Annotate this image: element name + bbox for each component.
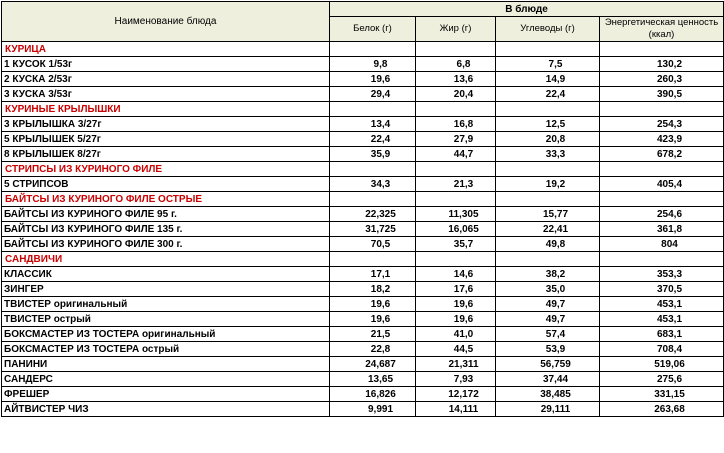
dish-name: КЛАССИК bbox=[2, 267, 330, 282]
empty-cell bbox=[496, 162, 600, 177]
fat-value: 13,6 bbox=[416, 72, 496, 87]
table-row bbox=[2, 237, 724, 252]
table-row bbox=[2, 372, 724, 387]
empty-cell bbox=[496, 192, 600, 207]
energy-value: 263,68 bbox=[600, 402, 724, 417]
empty-cell bbox=[496, 42, 600, 57]
protein-value: 9,991 bbox=[330, 402, 416, 417]
fat-value: 21,3 bbox=[416, 177, 496, 192]
empty-cell bbox=[416, 102, 496, 117]
fat-value: 35,7 bbox=[416, 237, 496, 252]
energy-value: 353,3 bbox=[600, 267, 724, 282]
carbs-value: 12,5 bbox=[496, 117, 600, 132]
energy-value: 453,1 bbox=[600, 297, 724, 312]
protein-value: 35,9 bbox=[330, 147, 416, 162]
table-row bbox=[2, 327, 724, 342]
fat-value: 20,4 bbox=[416, 87, 496, 102]
energy-value: 275,6 bbox=[600, 372, 724, 387]
table-row bbox=[2, 147, 724, 162]
carbs-value: 49,7 bbox=[496, 312, 600, 327]
dish-name: 5 СТРИПСОВ bbox=[2, 177, 330, 192]
carbs-value: 33,3 bbox=[496, 147, 600, 162]
carbs-value: 14,9 bbox=[496, 72, 600, 87]
fat-value: 11,305 bbox=[416, 207, 496, 222]
carbs-value: 53,9 bbox=[496, 342, 600, 357]
fat-value: 7,93 bbox=[416, 372, 496, 387]
protein-value: 24,687 bbox=[330, 357, 416, 372]
energy-value: 361,8 bbox=[600, 222, 724, 237]
empty-cell bbox=[330, 192, 416, 207]
fat-value: 41,0 bbox=[416, 327, 496, 342]
dish-name: 2 КУСКА 2/53г bbox=[2, 72, 330, 87]
dish-name: ТВИСТЕР острый bbox=[2, 312, 330, 327]
category-title: КУРИНЫЕ КРЫЛЫШКИ bbox=[2, 102, 330, 117]
energy-value: 370,5 bbox=[600, 282, 724, 297]
carbs-value: 15,77 bbox=[496, 207, 600, 222]
fat-value: 14,6 bbox=[416, 267, 496, 282]
dish-name: ПАНИНИ bbox=[2, 357, 330, 372]
energy-value: 260,3 bbox=[600, 72, 724, 87]
energy-value: 453,1 bbox=[600, 312, 724, 327]
protein-value: 22,325 bbox=[330, 207, 416, 222]
dish-name: АЙТВИСТЕР ЧИЗ bbox=[2, 402, 330, 417]
energy-value: 390,5 bbox=[600, 87, 724, 102]
empty-cell bbox=[416, 252, 496, 267]
fat-value: 14,111 bbox=[416, 402, 496, 417]
carbs-value: 56,759 bbox=[496, 357, 600, 372]
dish-name: БАЙТСЫ ИЗ КУРИНОГО ФИЛЕ 95 г. bbox=[2, 207, 330, 222]
empty-cell bbox=[330, 42, 416, 57]
table-row bbox=[2, 387, 724, 402]
carbs-value: 38,2 bbox=[496, 267, 600, 282]
energy-value: 678,2 bbox=[600, 147, 724, 162]
table-row bbox=[2, 357, 724, 372]
energy-value: 519,06 bbox=[600, 357, 724, 372]
fat-value: 44,7 bbox=[416, 147, 496, 162]
empty-cell bbox=[600, 42, 724, 57]
dish-name: БОКСМАСТЕР ИЗ ТОСТЕРА оригинальный bbox=[2, 327, 330, 342]
table-row bbox=[2, 342, 724, 357]
empty-cell bbox=[600, 102, 724, 117]
empty-cell bbox=[330, 162, 416, 177]
carbs-value: 38,485 bbox=[496, 387, 600, 402]
header-energy: Энергетическая ценность (ккал) bbox=[600, 17, 724, 42]
energy-value: 405,4 bbox=[600, 177, 724, 192]
empty-cell bbox=[600, 252, 724, 267]
dish-name: 5 КРЫЛЫШЕК 5/27г bbox=[2, 132, 330, 147]
table-row bbox=[2, 72, 724, 87]
table-row bbox=[2, 177, 724, 192]
empty-cell bbox=[416, 162, 496, 177]
carbs-value: 20,8 bbox=[496, 132, 600, 147]
table-row bbox=[2, 117, 724, 132]
protein-value: 19,6 bbox=[330, 297, 416, 312]
carbs-value: 22,41 bbox=[496, 222, 600, 237]
empty-cell bbox=[416, 42, 496, 57]
fat-value: 19,6 bbox=[416, 297, 496, 312]
carbs-value: 57,4 bbox=[496, 327, 600, 342]
dish-name: 3 КРЫЛЫШКА 3/27г bbox=[2, 117, 330, 132]
carbs-value: 22,4 bbox=[496, 87, 600, 102]
carbs-value: 37,44 bbox=[496, 372, 600, 387]
fat-value: 6,8 bbox=[416, 57, 496, 72]
dish-name: ЗИНГЕР bbox=[2, 282, 330, 297]
protein-value: 22,8 bbox=[330, 342, 416, 357]
protein-value: 13,4 bbox=[330, 117, 416, 132]
protein-value: 16,826 bbox=[330, 387, 416, 402]
table-row bbox=[2, 222, 724, 237]
protein-value: 31,725 bbox=[330, 222, 416, 237]
protein-value: 34,3 bbox=[330, 177, 416, 192]
protein-value: 17,1 bbox=[330, 267, 416, 282]
table-row bbox=[2, 87, 724, 102]
empty-cell bbox=[600, 162, 724, 177]
empty-cell bbox=[496, 252, 600, 267]
category-row bbox=[2, 42, 724, 57]
category-title: САНДВИЧИ bbox=[2, 252, 330, 267]
header-dish-name: Наименование блюда bbox=[2, 2, 330, 42]
header-protein: Белок (г) bbox=[330, 17, 416, 42]
header-carbs: Углеводы (г) bbox=[496, 17, 600, 42]
category-title: БАЙТСЫ ИЗ КУРИНОГО ФИЛЕ ОСТРЫЕ bbox=[2, 192, 330, 207]
category-row bbox=[2, 192, 724, 207]
carbs-value: 19,2 bbox=[496, 177, 600, 192]
table-row bbox=[2, 267, 724, 282]
table-row bbox=[2, 312, 724, 327]
protein-value: 19,6 bbox=[330, 312, 416, 327]
dish-name: БАЙТСЫ ИЗ КУРИНОГО ФИЛЕ 135 г. bbox=[2, 222, 330, 237]
dish-name: БОКСМАСТЕР ИЗ ТОСТЕРА острый bbox=[2, 342, 330, 357]
protein-value: 70,5 bbox=[330, 237, 416, 252]
fat-value: 21,311 bbox=[416, 357, 496, 372]
protein-value: 9,8 bbox=[330, 57, 416, 72]
fat-value: 12,172 bbox=[416, 387, 496, 402]
dish-name: БАЙТСЫ ИЗ КУРИНОГО ФИЛЕ 300 г. bbox=[2, 237, 330, 252]
carbs-value: 7,5 bbox=[496, 57, 600, 72]
category-row bbox=[2, 252, 724, 267]
empty-cell bbox=[330, 102, 416, 117]
category-title: СТРИПСЫ ИЗ КУРИНОГО ФИЛЕ bbox=[2, 162, 330, 177]
table-body bbox=[2, 42, 724, 417]
table-row bbox=[2, 57, 724, 72]
dish-name: 1 КУСОК 1/53г bbox=[2, 57, 330, 72]
energy-value: 254,3 bbox=[600, 117, 724, 132]
nutrition-table bbox=[1, 1, 724, 417]
protein-value: 29,4 bbox=[330, 87, 416, 102]
fat-value: 19,6 bbox=[416, 312, 496, 327]
dish-name: ТВИСТЕР оригинальный bbox=[2, 297, 330, 312]
category-row bbox=[2, 162, 724, 177]
carbs-value: 29,111 bbox=[496, 402, 600, 417]
header-in-dish: В блюде bbox=[330, 2, 724, 17]
carbs-value: 35,0 bbox=[496, 282, 600, 297]
energy-value: 254,6 bbox=[600, 207, 724, 222]
carbs-value: 49,7 bbox=[496, 297, 600, 312]
empty-cell bbox=[496, 102, 600, 117]
empty-cell bbox=[600, 192, 724, 207]
table-row bbox=[2, 282, 724, 297]
fat-value: 17,6 bbox=[416, 282, 496, 297]
fat-value: 27,9 bbox=[416, 132, 496, 147]
category-title: КУРИЦА bbox=[2, 42, 330, 57]
header-fat: Жир (г) bbox=[416, 17, 496, 42]
energy-value: 423,9 bbox=[600, 132, 724, 147]
category-row bbox=[2, 102, 724, 117]
table-row bbox=[2, 207, 724, 222]
protein-value: 22,4 bbox=[330, 132, 416, 147]
protein-value: 13,65 bbox=[330, 372, 416, 387]
empty-cell bbox=[416, 192, 496, 207]
table-row bbox=[2, 297, 724, 312]
fat-value: 16,065 bbox=[416, 222, 496, 237]
empty-cell bbox=[330, 252, 416, 267]
table-row bbox=[2, 132, 724, 147]
dish-name: ФРЕШЕР bbox=[2, 387, 330, 402]
dish-name: 3 КУСКА 3/53г bbox=[2, 87, 330, 102]
protein-value: 19,6 bbox=[330, 72, 416, 87]
energy-value: 331,15 bbox=[600, 387, 724, 402]
fat-value: 16,8 bbox=[416, 117, 496, 132]
energy-value: 130,2 bbox=[600, 57, 724, 72]
protein-value: 18,2 bbox=[330, 282, 416, 297]
dish-name: 8 КРЫЛЫШЕК 8/27г bbox=[2, 147, 330, 162]
energy-value: 683,1 bbox=[600, 327, 724, 342]
dish-name: САНДЕРС bbox=[2, 372, 330, 387]
carbs-value: 49,8 bbox=[496, 237, 600, 252]
table-row bbox=[2, 402, 724, 417]
energy-value: 804 bbox=[600, 237, 724, 252]
fat-value: 44,5 bbox=[416, 342, 496, 357]
energy-value: 708,4 bbox=[600, 342, 724, 357]
protein-value: 21,5 bbox=[330, 327, 416, 342]
